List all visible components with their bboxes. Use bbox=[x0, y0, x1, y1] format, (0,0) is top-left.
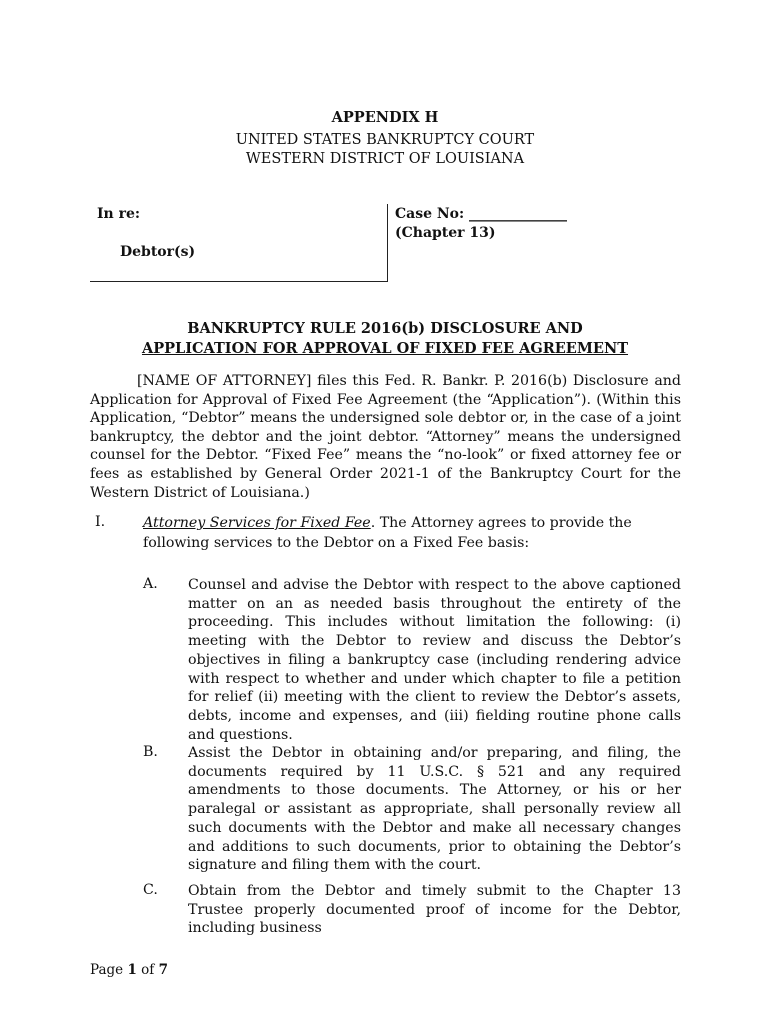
chapter-label: (Chapter 13) bbox=[395, 225, 496, 241]
item-letter: A. bbox=[143, 576, 158, 592]
section-intro-text: . The Attorney agrees to provide the following services to the Debtor on a Fixed Fee basis: bbox=[143, 515, 632, 551]
document-title-line1: BANKRUPTCY RULE 2016(b) DISCLOSURE AND bbox=[187, 320, 583, 337]
page-label: Page bbox=[90, 962, 128, 978]
item-text: Obtain from the Debtor and timely submit to the Chapter 13 Trustee properly documented proof of income for the Debtor, including business bbox=[188, 883, 681, 937]
document-title-line2 bbox=[0, 339, 770, 358]
item-letter: B. bbox=[143, 744, 158, 760]
section-number: I. bbox=[95, 514, 106, 530]
in-re-label: In re: bbox=[97, 206, 141, 222]
appendix-heading: APPENDIX H bbox=[331, 109, 439, 126]
court-name: UNITED STATES BANKRUPTCY COURT bbox=[235, 132, 535, 148]
page-total: 7 bbox=[158, 962, 168, 978]
item-text: Counsel and advise the Debtor with respect to the above captioned matter on an as needed basis throughout the entirety of the proceeding. This includes without limitation the following: (i) meeting with the Debtor to review and discuss the Debtor’s objectives in filing a bankruptcy case (including rendering advice with respect to whether and under which chapter to file a petition for relief (ii) meeting with the client to review the Debtor’s assets, debts, income and expenses, and (iii) fielding routine phone calls and questions. bbox=[188, 577, 681, 743]
intro-paragraph: [NAME OF ATTORNEY] files this Fed. R. Bankr. P. 2016(b) Disclosure and Application for Approval of Fixed Fee Agreement (the “Application”). (Within this Application, “Debtor” means the undersigned sole debtor or, in the case of a joint bankruptcy, the debtor and the joint debtor. “Attorney” means the undersigned counsel for the Debtor. “Fixed Fee” means the “no-look” or fixed attorney fee or fees as established by General Order 2021-1 of the Bankruptcy Court for the Western District of Louisiana.) bbox=[90, 373, 681, 501]
page-footer bbox=[90, 962, 168, 978]
section-paragraph bbox=[143, 514, 681, 553]
of-label: of bbox=[136, 962, 159, 978]
caption-underline bbox=[90, 281, 388, 282]
case-number-field: Case No: ______________ bbox=[395, 206, 568, 222]
caption-divider bbox=[387, 204, 388, 282]
item-text: Assist the Debtor in obtaining and/or preparing, and filing, the documents required by 11 U.S.C. § 521 and any required amendments to those documents. The Attorney, or his or her paralegal or assistant as appropriate, shall personally review all such documents with the Debtor and make all necessary changes and additions to such documents, prior to obtaining the Debtor’s signature and filing them with the court. bbox=[188, 745, 681, 874]
district-name: WESTERN DISTRICT OF LOUISIANA bbox=[245, 151, 525, 167]
item-letter: C. bbox=[143, 882, 158, 898]
debtor-label: Debtor(s) bbox=[120, 244, 196, 260]
page-number: 1 bbox=[127, 962, 137, 978]
document-title-line2-text: APPLICATION FOR APPROVAL OF FIXED FEE AGREEMENT bbox=[141, 340, 629, 357]
section-heading: Attorney Services for Fixed Fee bbox=[143, 515, 371, 531]
